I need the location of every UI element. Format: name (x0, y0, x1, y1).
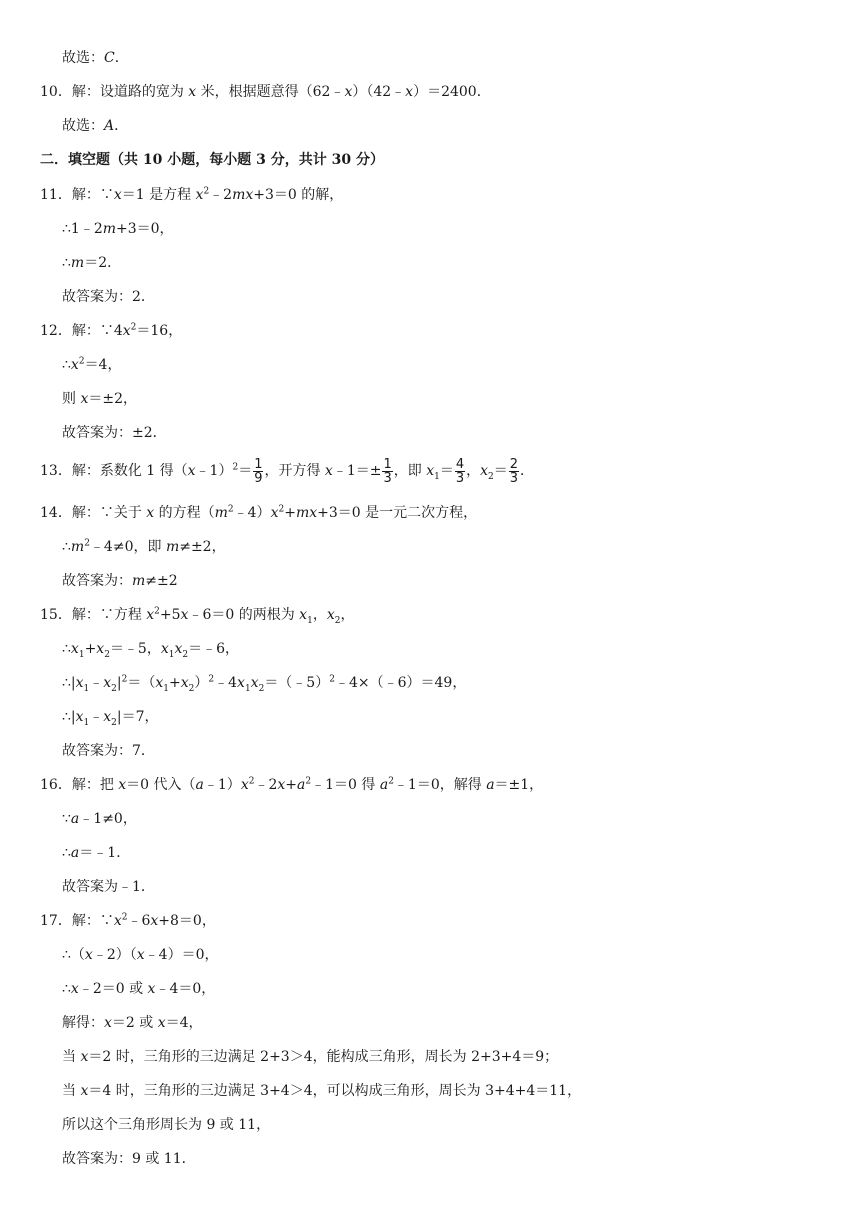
text-line: ∴（x﹣2）（x﹣4）＝0， (62, 947, 219, 963)
text-line: $\therefore|x_1﹣x_2|^2=(x_1+x_2)^2﹣4x_1x_2=(﹣5)^2﹣4\times(﹣6)=49$， (62, 674, 467, 694)
text-line: 12．解：$\because 4x^2=16$， (40, 322, 183, 339)
text-line: $\therefore x^2=4$， (62, 356, 122, 373)
text-line: 当 x＝4 时，三角形的三边满足 3+4＞4，可以构成三角形，周长为 3+4+4＝11， (62, 1083, 582, 1099)
text-line: 故答案为：±2． (62, 425, 167, 441)
text-line: ∴a＝﹣1． (62, 845, 131, 861)
text-line: ∴m＝2． (62, 255, 122, 271)
text-line: 14．解：∵关于 x 的方程$(m^2﹣4)x^2+mx+3=0$ 是一元二次方程， (40, 504, 478, 521)
text-line: 11．解：∵x＝1 是方程 $x^2﹣2mx+3=0$ 的解， (40, 186, 344, 203)
text-line: 故答案为：7． (62, 743, 155, 759)
fraction: $\frac{2}{3}$ (509, 456, 519, 486)
text-line: 13．解：系数化 1 得（x﹣1）$^2$＝ $\frac{1}{9}$ ，开方得 x﹣1＝± $\frac{1}{3}$ ，即 $x_1=$ $\frac{4}{3}$ ，$x_2=$ $\frac{2}{3}$ ． (40, 456, 535, 486)
text-line: ∵a﹣1≠0， (62, 811, 137, 827)
text-line: 故答案为：m≠±2 (62, 573, 178, 589)
fraction: $\frac{4}{3}$ (455, 456, 465, 486)
text-line: ∴1﹣2m+3＝0， (62, 221, 174, 237)
text-line: $\therefore x_1+x_2=﹣5$，$x_1x_2=﹣6$， (62, 641, 240, 660)
text-line: 所以这个三角形周长为 9 或 11， (62, 1117, 271, 1133)
fraction: $\frac{1}{9}$ (254, 456, 263, 486)
text-line: 当 x＝2 时，三角形的三边满足 2+3＞4，能构成三角形，周长为 2+3+4＝9； (62, 1049, 559, 1065)
text-line: 故答案为：9 或 11． (62, 1151, 196, 1167)
text-line: 故答案为：2． (62, 289, 155, 305)
text-line: ∴x﹣2＝0 或 x﹣4＝0， (62, 981, 216, 997)
text-line: 解得：x＝2 或 x＝4， (62, 1015, 203, 1031)
text-line: 故答案为﹣1． (62, 879, 155, 895)
text-line: 则 x＝±2， (62, 391, 137, 407)
section-heading: 二．填空题（共 10 小题，每小题 3 分，共计 30 分） (40, 152, 384, 168)
text-line: 16．解：把 x＝0 代入$(a﹣1)x^2﹣2x+a^2﹣1=0$ 得 $a^2﹣1=0$，解得 a＝±1， (40, 776, 544, 793)
text-line: 10．解：设道路的宽为 x 米，根据题意得（62﹣x）（42﹣x）＝2400． (40, 84, 491, 100)
text-line: 15．解：∵方程 $x^2+5x﹣6=0$ 的两根为 $x_1$，$x_2$， (40, 606, 355, 626)
text-line: $\therefore m^2﹣4\ne 0$，即 m≠±2， (62, 538, 226, 555)
text-line: 17．解：$\because x^2﹣6x+8=0$， (40, 912, 216, 929)
text-line: 故选：C． (62, 50, 129, 66)
text-line: 故选：A． (62, 118, 129, 134)
text-line: $\therefore|x_1﹣x_2|=7$， (62, 709, 159, 728)
fraction: $\frac{1}{3}$ (383, 456, 392, 486)
